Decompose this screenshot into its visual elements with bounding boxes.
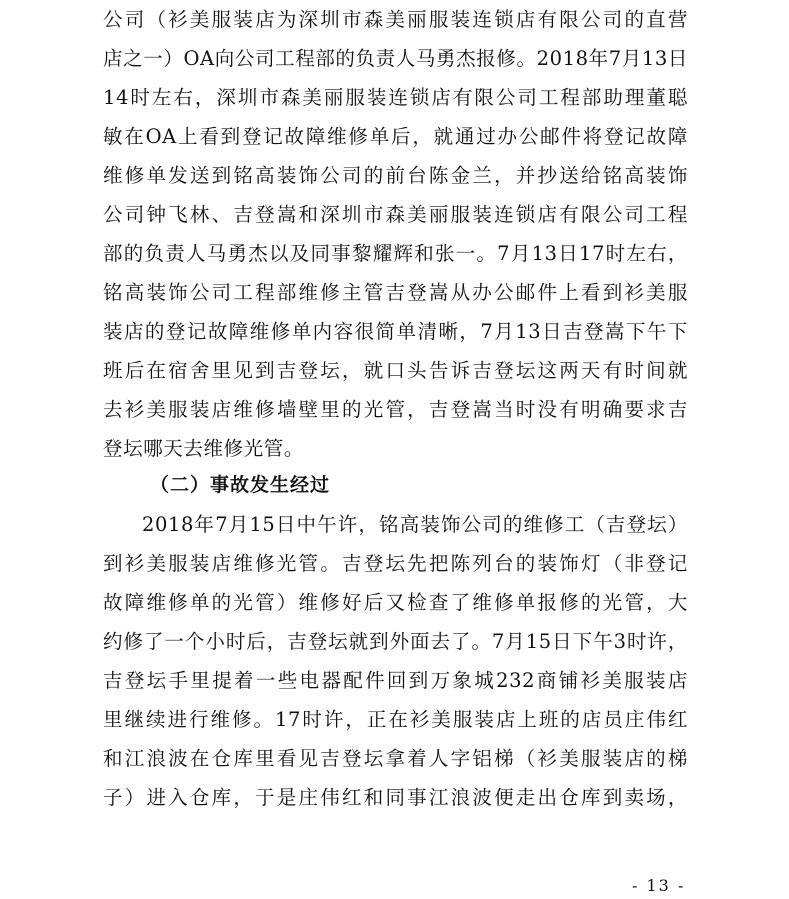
paragraph-2-line-5: 吉登坛手里提着一些电器配件回到万象城232商铺衫美服装店 <box>103 669 688 692</box>
paragraph-2-line-2: 到衫美服装店维修光管。吉登坛先把陈列台的装饰灯（非登记 <box>103 552 688 575</box>
paragraph-1-line-2: 店之一）OA向公司工程部的负责人马勇杰报修。2018年7月13日 <box>103 47 688 70</box>
paragraph-1-line-4: 敏在OA上看到登记故障维修单后，就通过办公邮件将登记故障 <box>103 125 688 148</box>
paragraph-2-line-8: 子）进入仓库，于是庄伟红和同事江浪波便走出仓库到卖场， <box>103 786 688 809</box>
section-heading: （二）事故发生经过 <box>150 474 331 496</box>
paragraph-1-line-12: 登坛哪天去维修光管。 <box>103 437 305 460</box>
paragraph-1-line-11: 去衫美服装店维修墙壁里的光管，吉登嵩当时没有明确要求吉 <box>103 398 688 421</box>
paragraph-2-line-3: 故障维修单的光管）维修好后又检查了维修单报修的光管，大 <box>103 591 688 614</box>
paragraph-1-line-10: 班后在宿舍里见到吉登坛，就口头告诉吉登坛这两天有时间就 <box>103 359 688 382</box>
paragraph-2-line-4: 约修了一个小时后，吉登坛就到外面去了。7月15日下午3时许， <box>103 630 688 653</box>
paragraph-2-line-7: 和江浪波在仓库里看见吉登坛拿着人字铝梯（衫美服装店的梯 <box>103 747 688 770</box>
paragraph-1-line-8: 铭高装饰公司工程部维修主管吉登嵩从办公邮件上看到衫美服 <box>103 281 688 304</box>
paragraph-1-line-1: 公司（衫美服装店为深圳市森美丽服装连锁店有限公司的直营 <box>103 8 688 31</box>
paragraph-2-line-1: 2018年7月15日中午许，铭高装饰公司的维修工（吉登坛） <box>142 513 688 536</box>
paragraph-1-line-7: 部的负责人马勇杰以及同事黎耀辉和张一。7月13日17时左右， <box>103 242 688 265</box>
page-number: - 13 - <box>632 876 686 895</box>
paragraph-1-line-5: 维修单发送到铭高装饰公司的前台陈金兰，并抄送给铭高装饰 <box>103 164 688 187</box>
paragraph-1-line-6: 公司钟飞林、吉登嵩和深圳市森美丽服装连锁店有限公司工程 <box>103 203 688 226</box>
paragraph-1-line-9: 装店的登记故障维修单内容很简单清晰，7月13日吉登嵩下午下 <box>103 320 688 343</box>
paragraph-2-line-6: 里继续进行维修。17时许，正在衫美服装店上班的店员庄伟红 <box>103 708 688 731</box>
paragraph-1-line-3: 14时左右，深圳市森美丽服装连锁店有限公司工程部助理董聪 <box>103 86 688 109</box>
